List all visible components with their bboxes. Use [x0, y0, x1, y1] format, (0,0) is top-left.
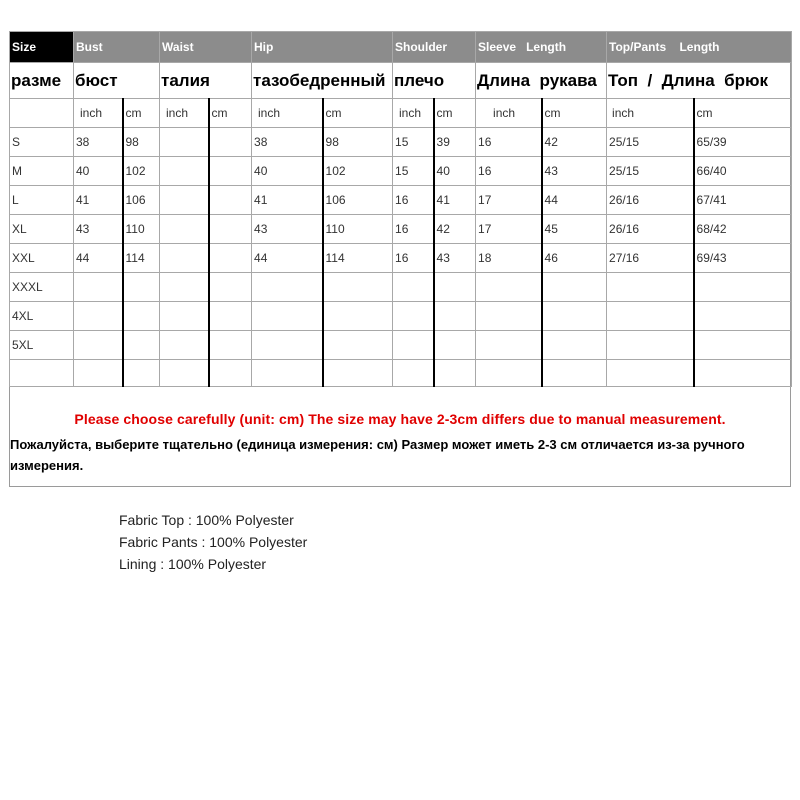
value-cell	[123, 331, 160, 360]
value-cell: 44	[542, 186, 607, 215]
size-cell: 4XL	[10, 302, 74, 331]
value-cell	[160, 157, 209, 186]
value-cell: 25/15	[607, 157, 694, 186]
value-cell: 106	[123, 186, 160, 215]
value-cell	[476, 302, 542, 331]
value-cell	[542, 360, 607, 387]
value-cell	[160, 186, 209, 215]
unit-cm: cm	[123, 99, 160, 128]
value-cell: 26/16	[607, 186, 694, 215]
value-cell: 40	[74, 157, 123, 186]
value-cell	[209, 331, 252, 360]
header-shoulder: Shoulder	[393, 32, 476, 63]
value-cell	[209, 128, 252, 157]
value-cell	[694, 331, 792, 360]
value-cell: 43	[74, 215, 123, 244]
value-cell	[160, 331, 209, 360]
size-cell: M	[10, 157, 74, 186]
value-cell	[252, 273, 323, 302]
value-cell: 39	[434, 128, 476, 157]
unit-inch: inch	[160, 99, 209, 128]
value-cell: 16	[476, 157, 542, 186]
value-cell: 43	[542, 157, 607, 186]
value-cell	[323, 302, 393, 331]
value-cell: 98	[323, 128, 393, 157]
value-cell: 110	[323, 215, 393, 244]
value-cell: 41	[434, 186, 476, 215]
value-cell: 17	[476, 186, 542, 215]
value-cell	[209, 360, 252, 387]
value-cell: 43	[434, 244, 476, 273]
unit-cm: cm	[209, 99, 252, 128]
table-row	[10, 215, 792, 244]
size-cell: S	[10, 128, 74, 157]
table-row	[10, 157, 792, 186]
value-cell	[694, 360, 792, 387]
value-cell: 18	[476, 244, 542, 273]
value-cell: 110	[123, 215, 160, 244]
ru-header-hip: тазобедренный	[252, 63, 393, 99]
value-cell	[607, 302, 694, 331]
value-cell	[209, 244, 252, 273]
value-cell	[160, 360, 209, 387]
value-cell: 40	[252, 157, 323, 186]
value-cell	[209, 273, 252, 302]
russian-header-row	[10, 63, 792, 99]
value-cell: 16	[393, 244, 434, 273]
value-cell: 65/39	[694, 128, 792, 157]
header-top-pants-length: Top/Pants Length	[607, 32, 792, 63]
value-cell	[123, 273, 160, 302]
notice-russian: Пожалуйста, выберите тщательно (единица измерения: см) Размер может иметь 2-3 см отличается из-за ручного измерения.	[10, 437, 745, 473]
value-cell: 15	[393, 157, 434, 186]
value-cell	[209, 157, 252, 186]
value-cell	[209, 186, 252, 215]
value-cell	[476, 273, 542, 302]
value-cell: 102	[123, 157, 160, 186]
value-cell: 41	[252, 186, 323, 215]
value-cell: 16	[393, 186, 434, 215]
unit-inch: inch	[607, 99, 694, 128]
value-cell: 98	[123, 128, 160, 157]
value-cell	[323, 273, 393, 302]
value-cell	[160, 215, 209, 244]
value-cell	[476, 331, 542, 360]
notice	[10, 398, 790, 476]
value-cell	[542, 331, 607, 360]
size-cell: 5XL	[10, 331, 74, 360]
table-row	[10, 128, 792, 157]
value-cell: 17	[476, 215, 542, 244]
value-cell	[209, 302, 252, 331]
header-row	[10, 32, 792, 63]
fabric-info	[119, 509, 307, 575]
value-cell: 42	[434, 215, 476, 244]
ru-header-bust: бюст	[74, 63, 160, 99]
header-size: Size	[10, 32, 74, 63]
size-cell	[10, 360, 74, 387]
value-cell	[74, 302, 123, 331]
value-cell: 27/16	[607, 244, 694, 273]
header-sleeve-length: Sleeve Length	[476, 32, 607, 63]
value-cell	[434, 273, 476, 302]
value-cell	[74, 360, 123, 387]
unit-row	[10, 99, 792, 128]
unit-inch: inch	[252, 99, 323, 128]
fabric-pants: Fabric Pants : 100% Polyester	[119, 534, 308, 550]
value-cell: 102	[323, 157, 393, 186]
value-cell: 43	[252, 215, 323, 244]
value-cell	[323, 331, 393, 360]
value-cell	[434, 331, 476, 360]
notice-english: Please choose carefully (unit: cm) The size may have 2-3cm differs due to manual measurement.	[74, 411, 726, 427]
value-cell	[74, 273, 123, 302]
value-cell	[252, 360, 323, 387]
value-cell	[393, 331, 434, 360]
value-cell	[542, 302, 607, 331]
value-cell: 44	[252, 244, 323, 273]
value-cell	[74, 331, 123, 360]
value-cell	[123, 302, 160, 331]
value-cell	[323, 360, 393, 387]
unit-cm: cm	[542, 99, 607, 128]
value-cell: 114	[323, 244, 393, 273]
value-cell	[393, 360, 434, 387]
size-cell: XXL	[10, 244, 74, 273]
size-cell: L	[10, 186, 74, 215]
value-cell	[434, 360, 476, 387]
value-cell	[542, 273, 607, 302]
value-cell	[209, 215, 252, 244]
value-cell	[393, 302, 434, 331]
ru-header-shoulder: плечо	[393, 63, 476, 99]
value-cell	[252, 302, 323, 331]
table-row	[10, 186, 792, 215]
value-cell: 44	[74, 244, 123, 273]
size-chart-table	[9, 31, 792, 387]
value-cell	[607, 331, 694, 360]
value-cell: 38	[252, 128, 323, 157]
value-cell: 114	[123, 244, 160, 273]
ru-header-waist: талия	[160, 63, 252, 99]
value-cell: 46	[542, 244, 607, 273]
table-row	[10, 244, 792, 273]
unit-cm: cm	[694, 99, 792, 128]
value-cell	[123, 360, 160, 387]
table-row	[10, 302, 792, 331]
value-cell: 38	[74, 128, 123, 157]
value-cell	[160, 128, 209, 157]
value-cell: 15	[393, 128, 434, 157]
unit-inch: inch	[74, 99, 123, 128]
value-cell: 40	[434, 157, 476, 186]
table-row	[10, 360, 792, 387]
value-cell	[694, 273, 792, 302]
value-cell	[393, 273, 434, 302]
unit-cm: cm	[323, 99, 393, 128]
header-hip: Hip	[252, 32, 393, 63]
value-cell: 45	[542, 215, 607, 244]
value-cell: 67/41	[694, 186, 792, 215]
ru-header-size: разме	[10, 63, 74, 99]
value-cell	[160, 273, 209, 302]
value-cell: 26/16	[607, 215, 694, 244]
unit-inch: inch	[476, 99, 542, 128]
value-cell: 41	[74, 186, 123, 215]
value-cell	[160, 244, 209, 273]
unit-blank	[10, 99, 74, 128]
value-cell: 66/40	[694, 157, 792, 186]
value-cell	[694, 302, 792, 331]
value-cell: 69/43	[694, 244, 792, 273]
value-cell	[607, 273, 694, 302]
table-row	[10, 331, 792, 360]
value-cell: 42	[542, 128, 607, 157]
value-cell: 106	[323, 186, 393, 215]
unit-inch: inch	[393, 99, 434, 128]
size-cell: XXXL	[10, 273, 74, 302]
value-cell	[476, 360, 542, 387]
table-row	[10, 273, 792, 302]
value-cell	[160, 302, 209, 331]
value-cell	[252, 331, 323, 360]
header-waist: Waist	[160, 32, 252, 63]
header-bust: Bust	[74, 32, 160, 63]
value-cell: 25/15	[607, 128, 694, 157]
value-cell	[607, 360, 694, 387]
value-cell: 16	[476, 128, 542, 157]
value-cell	[434, 302, 476, 331]
ru-header-sleeve: Длина рукава	[476, 63, 607, 99]
unit-cm: cm	[434, 99, 476, 128]
size-cell: XL	[10, 215, 74, 244]
value-cell: 16	[393, 215, 434, 244]
fabric-lining: Lining : 100% Polyester	[119, 556, 267, 572]
ru-header-top-pants: Топ / Длина брюк	[607, 63, 792, 99]
value-cell: 68/42	[694, 215, 792, 244]
fabric-top: Fabric Top : 100% Polyester	[119, 512, 294, 528]
